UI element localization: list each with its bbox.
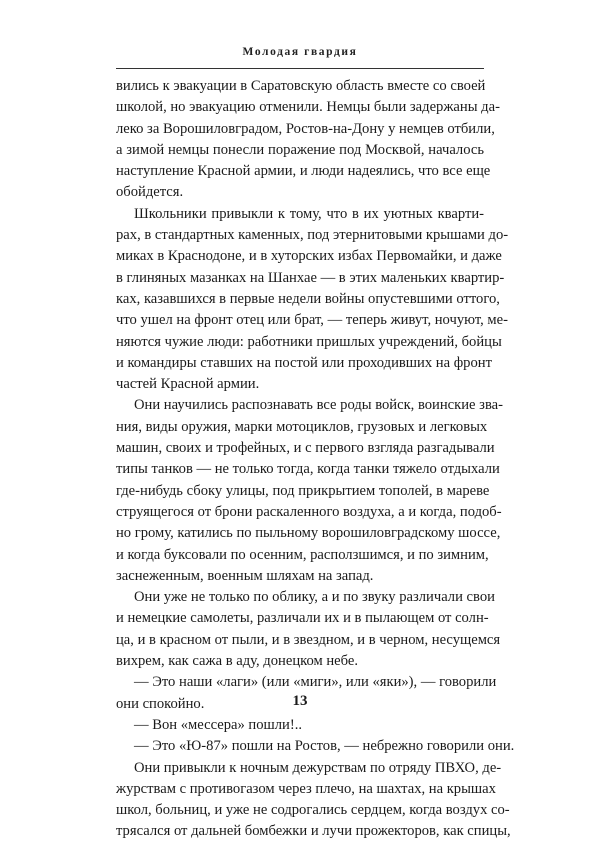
dialogue-line: — Это «Ю-87» пошли на Ростов, — небрежно говорили они. <box>134 738 515 755</box>
text-line: Они уже не только по облику, а и по звуку различали свои <box>134 589 495 606</box>
text-line: струящегося от брони раскаленного воздуха, а и когда, подоб- <box>116 503 502 520</box>
text-line: трясался от дальней бомбежки и лучи прожекторов, как спицы, <box>116 823 511 840</box>
text-line: рах, в стандартных каменных, под этернитовыми крышами до- <box>116 227 509 244</box>
text-line: где-нибудь сбоку улицы, под прикрытием тополей, в мареве <box>116 482 490 499</box>
text-line: они спокойно. <box>116 695 205 712</box>
text-line: частей Красной армии. <box>116 376 260 393</box>
page-number: 13 <box>292 693 308 709</box>
text-line: ния, виды оружия, марки мотоциклов, грузовых и легковых <box>116 418 488 435</box>
text-line: ках, казавшихся в первые недели войны опустевшими оттого, <box>116 290 500 307</box>
text-line: типы танков — не только тогда, когда танки тяжело отдыхали <box>116 461 500 478</box>
dialogue-line: — Вон «мессера» пошли!.. <box>134 716 303 733</box>
text-line: машин, своих и трофейных, и с первого взгляда разгадывали <box>116 440 495 457</box>
text-line: обойдется. <box>116 184 184 201</box>
running-title: Молодая гвардия <box>242 46 358 58</box>
text-line: школой, но эвакуацию отменили. Немцы были задержаны да- <box>116 99 500 116</box>
text-line: и командиры ставших на постой или проходивших на фронт <box>116 354 492 371</box>
text-line: Они научились распознавать все роды войск, воинские зва- <box>134 397 503 414</box>
text-line: но грому, катились по пыльному ворошиловградскому шоссе, <box>116 525 501 542</box>
dialogue-line: — Это наши «лаги» (или «миги», или «яки»), — говорили <box>134 674 497 691</box>
text-line: и немецкие самолеты, различали их и в пылающем от солн- <box>116 610 489 627</box>
text-line: Они привыкли к ночным дежурствам по отряду ПВХО, де- <box>134 759 502 776</box>
text-line: няются чужие люди: работники пришлых учреждений, бойцы <box>116 333 502 350</box>
text-line: а зимой немцы понесли поражение под Москвой, началось <box>116 141 484 158</box>
header-rule <box>116 68 484 69</box>
body-text <box>116 76 515 843</box>
text-line: вихрем, как сажа в аду, донецком небе. <box>116 653 359 670</box>
text-line: журствам с противогазом через плечо, на шахтах, на крышах <box>116 780 496 797</box>
text-line: заснеженным, военным шляхам на запад. <box>116 567 374 584</box>
text-line: школ, больниц, и уже не содрогались сердцем, когда воздух со- <box>116 802 510 819</box>
text-line: в глиняных мазанках на Шанхае — в этих маленьких квартир- <box>116 269 505 286</box>
text-line: Школьники привыкли к тому, что в их уютных кварти- <box>134 205 484 222</box>
text-line: наступление Красной армии, и люди надеялись, что все еще <box>116 163 491 180</box>
text-line: миках в Краснодоне, и в хуторских избах Первомайки, и даже <box>116 248 502 265</box>
text-line: что ушел на фронт отец или брат, — теперь живут, ночуют, ме- <box>116 312 508 329</box>
text-line: ца, и в красном от пыли, и в звездном, и в черном, несущемся <box>116 631 501 648</box>
text-line: вились к эвакуации в Саратовскую область вместе со своей <box>116 78 486 94</box>
text-line: леко за Ворошиловградом, Ростов-на-Дону у немцев отбили, <box>116 120 495 137</box>
text-line: и когда буксовали по осенним, расползшимся, и по зимним, <box>116 546 489 563</box>
